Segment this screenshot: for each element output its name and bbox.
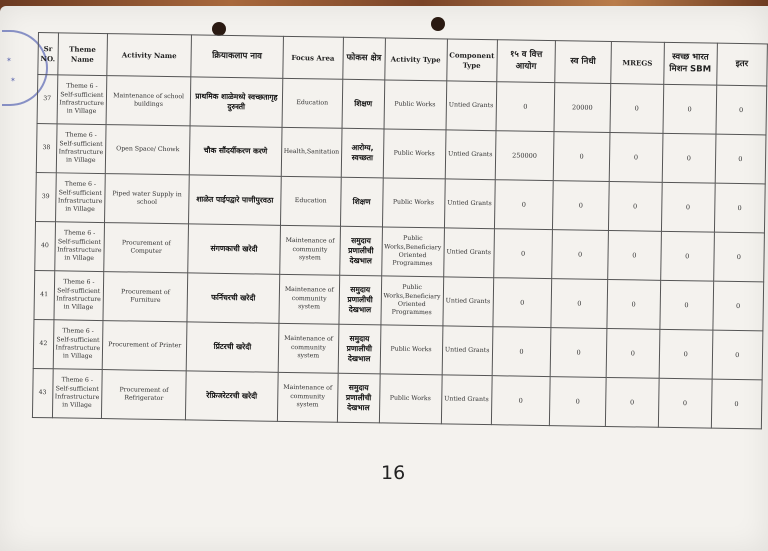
cell-focus-marathi: समुदाय प्रणालीची देखभाल bbox=[338, 324, 380, 374]
cell-activity-marathi: रेफ्रिजरेटरची खरेदी bbox=[186, 371, 278, 421]
header-focus-area: Focus Area bbox=[282, 36, 343, 79]
header-activity-name-marathi: क्रियाकलाप नाव bbox=[191, 35, 283, 78]
cell-activity-type: Public Works bbox=[382, 178, 445, 228]
cell-sbm: 0 bbox=[661, 182, 714, 232]
cell-focus-marathi: आरोग्य, स्वच्छता bbox=[341, 128, 383, 178]
cell-focus: Maintenance of community system bbox=[277, 372, 338, 422]
cell-sr: 40 bbox=[35, 221, 55, 270]
cell-15fc: 0 bbox=[494, 180, 553, 230]
cell-sr: 43 bbox=[32, 368, 52, 417]
page-number: 16 bbox=[381, 462, 406, 484]
cell-theme: Theme 6 - Self-sufficient Infrastructure in Village bbox=[53, 320, 103, 370]
cell-activity-type: Public Works bbox=[384, 80, 447, 130]
header-other: इतर bbox=[716, 43, 767, 86]
cell-mregs: 0 bbox=[606, 328, 660, 378]
cell-15fc: 0 bbox=[493, 278, 552, 328]
cell-focus-marathi: समुदाय प्रणालीची देखभाल bbox=[337, 373, 379, 423]
cell-sr: 37 bbox=[37, 75, 57, 124]
cell-mregs: 0 bbox=[610, 83, 664, 133]
cell-theme: Theme 6 - Self-sufficient Infrastructure in Village bbox=[52, 369, 102, 419]
cell-theme: Theme 6 - Self-sufficient Infrastructure in Village bbox=[57, 75, 107, 125]
cell-sr: 39 bbox=[36, 172, 56, 221]
cell-sbm: 0 bbox=[663, 84, 716, 134]
cell-focus-marathi: शिक्षण bbox=[342, 79, 384, 129]
cell-focus: Education bbox=[280, 176, 341, 226]
cell-activity-marathi: चौक सौंदर्यीकरण करणे bbox=[189, 126, 281, 176]
header-mregs: MREGS bbox=[611, 42, 665, 85]
cell-activity: Procurement of Printer bbox=[102, 321, 187, 371]
cell-activity: Maintenance of school buildings bbox=[106, 76, 191, 126]
header-activity-name: Activity Name bbox=[107, 34, 192, 77]
cell-activity-type: Public Works,Beneficiary Oriented Programmes bbox=[381, 227, 444, 277]
cell-focus-marathi: समुदाय प्रणालीची देखभाल bbox=[340, 226, 382, 276]
cell-component: Untied Grants bbox=[444, 179, 495, 229]
punch-hole bbox=[431, 17, 445, 31]
header-sr-no: Sr NO. bbox=[38, 33, 58, 75]
cell-own-fund: 20000 bbox=[554, 83, 610, 133]
cell-other: 0 bbox=[711, 379, 762, 429]
cell-theme: Theme 6 - Self-sufficient Infrastructure in Village bbox=[54, 222, 104, 272]
cell-activity: Procurement of Refrigerator bbox=[101, 370, 186, 420]
cell-component: Untied Grants bbox=[443, 228, 494, 278]
cell-own-fund: 0 bbox=[551, 279, 607, 329]
cell-activity-type: Public Works bbox=[383, 129, 446, 179]
header-own-fund: स्व निधी bbox=[555, 41, 611, 84]
cell-focus: Maintenance of community system bbox=[278, 323, 339, 373]
cell-component: Untied Grants bbox=[446, 81, 497, 131]
cell-focus: Maintenance of community system bbox=[279, 274, 340, 324]
cell-activity-type: Public Works bbox=[379, 374, 442, 424]
cell-sr: 42 bbox=[33, 319, 53, 368]
cell-component: Untied Grants bbox=[445, 130, 496, 180]
activity-table bbox=[32, 32, 768, 429]
cell-activity-marathi: शाळेत पाईपद्वारे पाणीपुरवठा bbox=[189, 175, 281, 225]
header-component-type: Component Type bbox=[446, 39, 497, 82]
cell-own-fund: 0 bbox=[553, 181, 609, 231]
cell-activity: Procurement of Computer bbox=[104, 223, 189, 273]
cell-own-fund: 0 bbox=[550, 377, 606, 427]
cell-sbm: 0 bbox=[661, 231, 714, 281]
cell-own-fund: 0 bbox=[550, 328, 606, 378]
cell-theme: Theme 6 - Self-sufficient Infrastructure in Village bbox=[53, 271, 103, 321]
cell-mregs: 0 bbox=[605, 377, 659, 427]
header-activity-type: Activity Type bbox=[384, 38, 447, 81]
cell-15fc: 0 bbox=[491, 376, 550, 426]
cell-sr: 38 bbox=[36, 123, 56, 172]
cell-theme: Theme 6 - Self-sufficient Infrastructure in Village bbox=[55, 173, 105, 223]
cell-15fc: 0 bbox=[492, 327, 551, 377]
cell-activity-marathi: प्राथमिक शाळेमध्ये स्वच्छतागृह दुरुस्ती bbox=[190, 77, 282, 127]
cell-sr: 41 bbox=[34, 270, 54, 319]
cell-component: Untied Grants bbox=[441, 375, 492, 425]
cell-activity-marathi: प्रिंटरची खरेदी bbox=[186, 322, 278, 372]
cell-component: Untied Grants bbox=[442, 326, 493, 376]
cell-15fc: 0 bbox=[496, 82, 555, 132]
cell-mregs: 0 bbox=[608, 181, 662, 231]
cell-sbm: 0 bbox=[659, 329, 712, 379]
cell-focus: Health,Sanitation bbox=[281, 127, 342, 177]
cell-activity-marathi: संगणकाची खरेदी bbox=[188, 224, 280, 274]
cell-15fc: 250000 bbox=[495, 131, 554, 181]
cell-focus: Education bbox=[282, 78, 343, 128]
cell-activity-marathi: फर्निचरची खरेदी bbox=[187, 273, 279, 323]
cell-activity: Piped water Supply in school bbox=[105, 174, 190, 224]
cell-focus: Maintenance of community system bbox=[279, 225, 340, 275]
header-15th-finance-commission: १५ व वित्त आयोग bbox=[496, 40, 555, 83]
header-sbm: स्वच्छ भारत मिशन SBM bbox=[664, 42, 717, 85]
cell-sbm: 0 bbox=[660, 280, 713, 330]
header-focus-area-marathi: फोकस क्षेत्र bbox=[343, 37, 385, 80]
cell-focus-marathi: शिक्षण bbox=[341, 177, 383, 227]
cell-focus-marathi: समुदाय प्रणालीची देखभाल bbox=[339, 275, 381, 325]
cell-other: 0 bbox=[715, 134, 766, 184]
office-stamp: ✶ ✶ bbox=[2, 30, 48, 106]
cell-activity-type: Public Works bbox=[380, 325, 443, 375]
cell-15fc: 0 bbox=[493, 229, 552, 279]
cell-own-fund: 0 bbox=[553, 132, 609, 182]
cell-mregs: 0 bbox=[607, 230, 661, 280]
cell-activity: Procurement of Furniture bbox=[103, 272, 188, 322]
cell-other: 0 bbox=[714, 183, 765, 233]
cell-own-fund: 0 bbox=[552, 230, 608, 280]
header-theme-name: Theme Name bbox=[57, 33, 107, 76]
cell-activity: Open Space/ Chowk bbox=[105, 125, 190, 175]
cell-other: 0 bbox=[716, 85, 767, 135]
cell-activity-type: Public Works,Beneficiary Oriented Programmes bbox=[380, 276, 443, 326]
cell-other: 0 bbox=[712, 330, 763, 380]
cell-other: 0 bbox=[712, 281, 763, 331]
cell-mregs: 0 bbox=[609, 132, 663, 182]
cell-sbm: 0 bbox=[662, 133, 715, 183]
cell-component: Untied Grants bbox=[443, 277, 494, 327]
cell-other: 0 bbox=[713, 232, 764, 282]
cell-mregs: 0 bbox=[607, 279, 661, 329]
cell-theme: Theme 6 - Self-sufficient Infrastructure in Village bbox=[56, 124, 106, 174]
cell-sbm: 0 bbox=[658, 378, 711, 428]
